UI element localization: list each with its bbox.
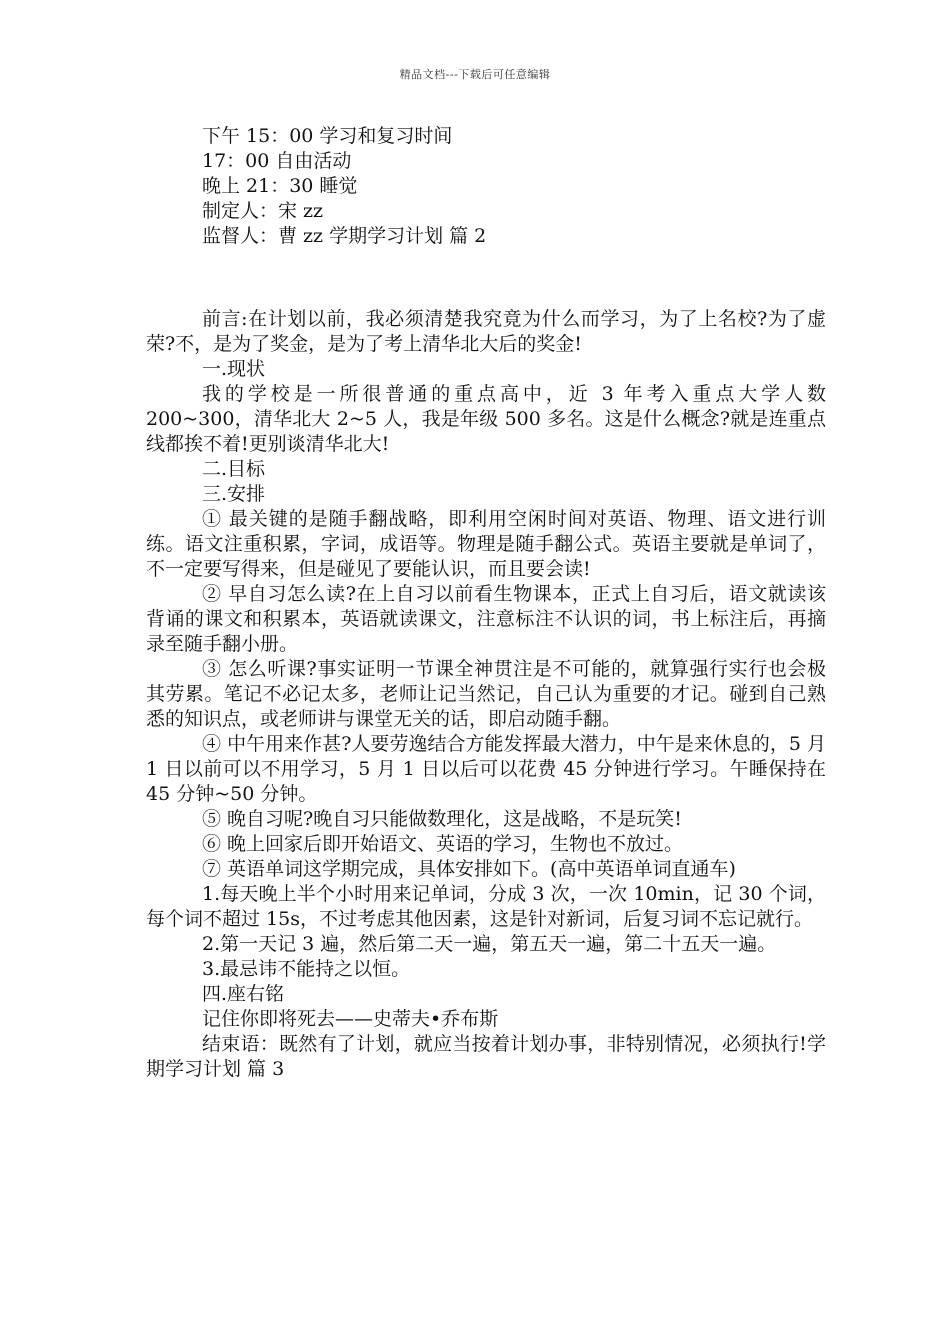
vocab-subitem: 3.最忌讳不能持之以恒。 [202,958,411,980]
section-heading-status: 一.现状 [202,358,266,380]
status-paragraph: 我的学校是一所很普通的重点高中，近 3 年考入重点大学人数 200~300，清华北大 2~5 人，我是年级 500 多名。这是什么概念?就是连重点线都挨不着!更别谈清华北大! [146,383,826,455]
motto-line: 记住你即将死去——史蒂夫•乔布斯 [202,1008,499,1030]
page-header: 精品文档---下载后可任意编辑 [399,68,551,81]
preface-paragraph: 前言:在计划以前，我必须清楚我究竟为什么而学习，为了上名校?为了虚荣?不，是为了奖金，是为了考上清华北大后的奖金! [146,308,826,355]
arrangement-item: ⑥ 晚上回家后即开始语文、英语的学习，生物也不放过。 [202,833,684,855]
schedule-line: 监督人：曹 zz 学期学习计划 篇 2 [202,225,487,247]
schedule-line: 晚上 21：30 睡觉 [202,175,358,197]
arrangement-item: ⑦ 英语单词这学期完成，具体安排如下。(高中英语单词直通车) [202,858,736,880]
vocab-subitem: 1.每天晚上半个小时用来记单词，分成 3 次，一次 10min，记 30 个词，每个词不超过 15s，不过考虑其他因素，这是针对新词，后复习词不忘记就行。 [146,883,826,930]
section-heading-motto: 四.座右铭 [202,983,285,1005]
arrangement-item: ④ 中午用来作甚?人要劳逸结合方能发挥最大潜力，中午是来休息的，5 月 1 日以前可以不用学习，5 月 1 日以后可以花费 45 分钟进行学习。午睡保持在 45 分钟~50 分钟。 [146,733,826,805]
schedule-line: 17：00 自由活动 [202,150,352,172]
schedule-block [146,124,826,249]
spacer [146,249,826,307]
section-heading-arrangement: 三.安排 [202,483,266,505]
arrangement-item: ① 最关键的是随手翻战略，即利用空闲时间对英语、物理、语文进行训练。语文注重积累，字词，成语等。物理是随手翻公式。英语主要就是单词了，不一定要写得来，但是碰见了要能认识，而且要会读! [146,508,826,580]
arrangement-item: ③ 怎么听课?事实证明一节课全神贯注是不可能的，就算强行实行也会极其劳累。笔记不必记太多，老师让记当然记，自己认为重要的才记。碰到自己熟悉的知识点，或老师讲与课堂无关的话，即启动随手翻。 [146,658,826,730]
schedule-line: 制定人：宋 zz [202,200,324,222]
schedule-line: 下午 15：00 学习和复习时间 [202,125,453,147]
arrangement-item: ⑤ 晚自习呢?晚自习只能做数理化，这是战略，不是玩笑! [202,808,682,830]
arrangement-item: ② 早自习怎么读?在上自习以前看生物课本，正式上自习后，语文就读该背诵的课文和积累本，英语就读课文，注意标注不认识的词，书上标注后，再摘录至随手翻小册。 [146,583,826,655]
vocab-subitem: 2.第一天记 3 遍，然后第二天一遍，第五天一遍，第二十五天一遍。 [202,933,777,955]
document-body [146,124,826,1082]
conclusion-paragraph: 结束语：既然有了计划，就应当按着计划办事，非特别情况，必须执行!学期学习计划 篇 3 [146,1033,826,1080]
section-heading-goal: 二.目标 [202,458,266,480]
